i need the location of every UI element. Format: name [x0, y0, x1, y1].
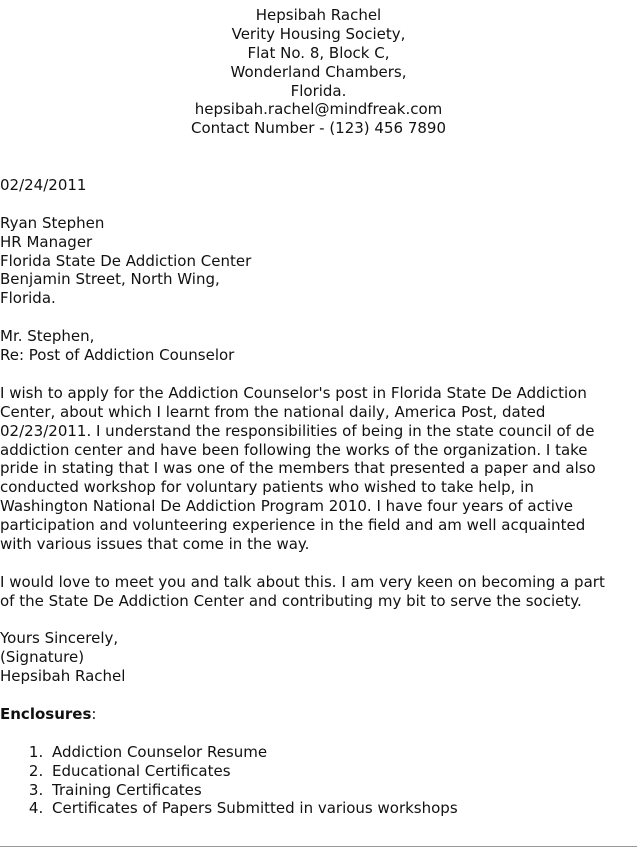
body-paragraph-1: [0, 384, 637, 554]
list-item: 3. Training Certificates: [48, 781, 637, 800]
paragraph-line: with various issues that come in the way.: [0, 534, 310, 553]
salutation: Mr. Stephen,: [0, 327, 95, 346]
sender-line: Florida.: [290, 81, 347, 100]
list-item: 1. Addiction Counselor Resume: [48, 743, 637, 762]
recipient-name: Ryan Stephen: [0, 213, 105, 232]
enclosures-heading-text: Enclosures: [0, 704, 92, 723]
closing-phrase: Yours Sincerely,: [0, 629, 119, 648]
sender-line: Wonderland Chambers,: [230, 62, 407, 81]
sender-email: hepsibah.rachel@mindfreak.com: [194, 100, 443, 119]
enclosures-heading: [0, 705, 637, 724]
paragraph-line: pride in stating that I was one of the members that presented a paper and also: [0, 459, 596, 478]
paragraph-line: I wish to apply for the Addiction Counselor's post in Florida State De Addiction: [0, 383, 587, 402]
subject-line: Re: Post of Addiction Counselor: [0, 346, 235, 365]
enclosures-colon: :: [91, 704, 97, 723]
closing: [0, 629, 637, 686]
paragraph-line: Center, about which I learnt from the national daily, America Post, dated: [0, 402, 546, 421]
recipient-line: HR Manager: [0, 232, 93, 251]
list-item: 4. Certificates of Papers Submitted in various workshops: [48, 799, 637, 818]
paragraph-line: conducted workshop for voluntary patients who wished to take help, in: [0, 478, 534, 497]
signature: (Signature): [0, 648, 85, 667]
paragraph-line: Washington National De Addiction Program 2010. I have four years of active: [0, 497, 573, 516]
sender-address: [0, 6, 637, 138]
letter: [0, 6, 637, 818]
enclosures-list: [0, 743, 637, 819]
sender-phone: Contact Number - (123) 456 7890: [190, 119, 446, 138]
paragraph-line: addiction center and have been following the works of the organization. I take: [0, 440, 588, 459]
signer-name: Hepsibah Rachel: [0, 667, 126, 686]
body-paragraph-2: [0, 573, 637, 611]
recipient-line: Benjamin Street, North Wing,: [0, 270, 220, 289]
recipient-address: [0, 214, 637, 308]
list-item: 2. Educational Certificates: [48, 762, 637, 781]
paragraph-line: 02/23/2011. I understand the responsibilities of being in the state council of de: [0, 421, 595, 440]
horizontal-divider: [0, 846, 637, 847]
sender-name: Hepsibah Rachel: [255, 6, 382, 24]
recipient-line: Florida.: [0, 289, 56, 308]
sender-line: Flat No. 8, Block C,: [247, 43, 390, 62]
recipient-line: Florida State De Addiction Center: [0, 251, 252, 270]
paragraph-line: participation and volunteering experience in the field and am well acquainted: [0, 516, 586, 535]
sender-line: Verity Housing Society,: [231, 24, 406, 43]
paragraph-line: of the State De Addiction Center and contributing my bit to serve the society.: [0, 591, 582, 610]
paragraph-line: I would love to meet you and talk about this. I am very keen on becoming a part: [0, 572, 605, 591]
letter-date: 02/24/2011: [0, 176, 87, 195]
